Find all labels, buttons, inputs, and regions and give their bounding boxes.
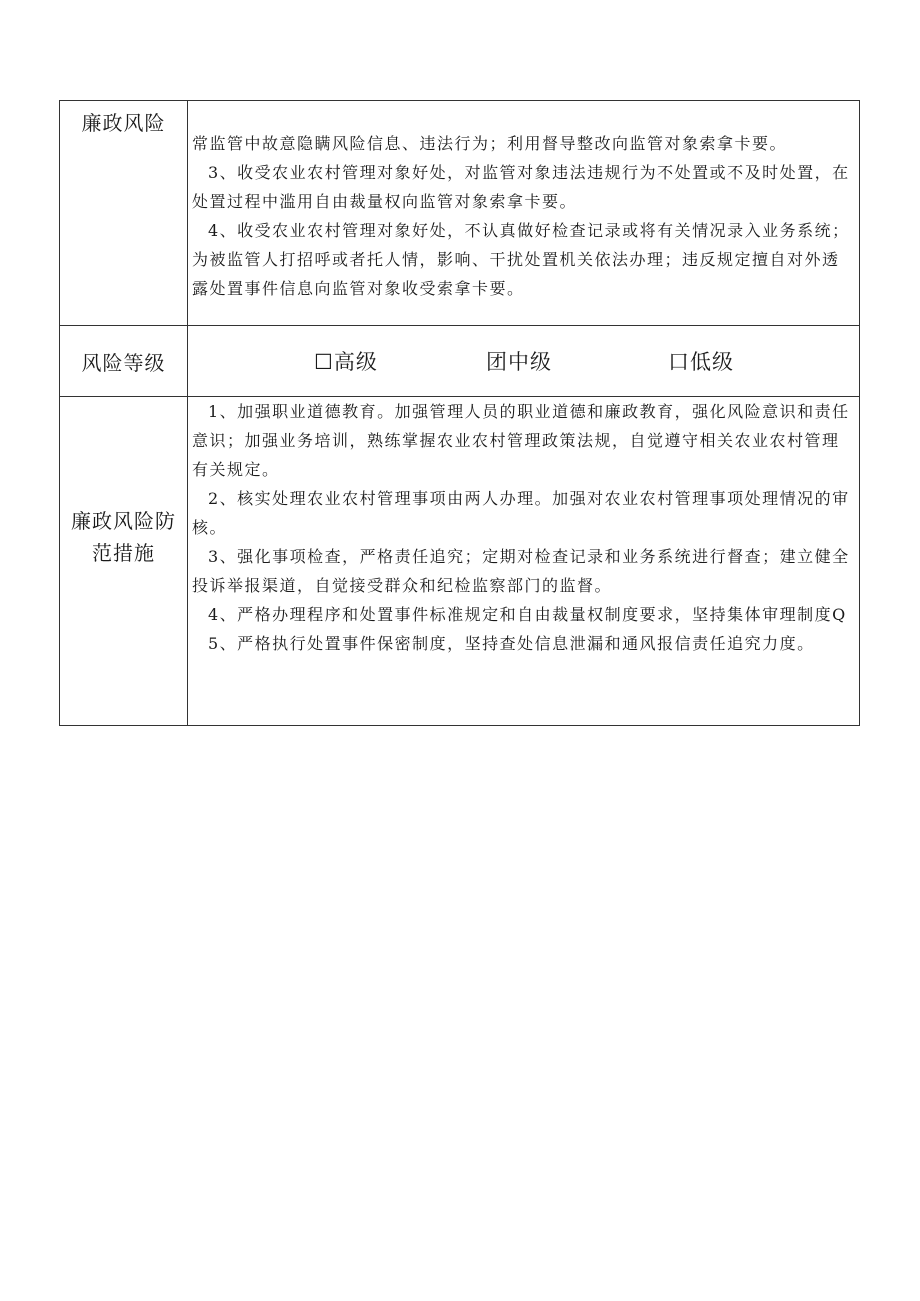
measures-label bbox=[60, 505, 187, 569]
measures-row bbox=[60, 397, 860, 726]
level-option-high bbox=[314, 348, 378, 377]
level-option-mid bbox=[486, 348, 552, 377]
measure-paragraph-4: 4、严格办理程序和处置事件标准规定和自由裁量权制度要求，坚持集体审理制度Q bbox=[208, 605, 847, 624]
level-mid-checkbox: 团 bbox=[486, 350, 508, 374]
level-low-checkbox: 口 bbox=[668, 350, 690, 374]
measure-paragraph-2: 2、核实处理农业农村管理事项由两人办理。加强对农业农村管理事项处理情况的审核。 bbox=[192, 489, 850, 537]
risk-paragraph-4: 4、收受农业农村管理对象好处，不认真做好检查记录或将有关情况录入业务系统；为被监管人打招呼或者托人情，影响、干扰处置机关依法办理；违反规定擅自对外透露处置事件信息向监管对象收受索拿卡要。 bbox=[192, 221, 850, 298]
level-low-text: 低级 bbox=[690, 350, 734, 374]
risk-table bbox=[59, 100, 860, 726]
measure-paragraph-5: 5、严格执行处置事件保密制度，坚持查处信息泄漏和通风报信责任追究力度。 bbox=[208, 634, 815, 653]
level-content-cell bbox=[188, 326, 860, 397]
level-option-low bbox=[668, 348, 734, 377]
level-high-text: 高级 bbox=[333, 350, 378, 374]
measures-content-cell bbox=[188, 397, 860, 726]
level-options bbox=[188, 326, 859, 396]
risk-row bbox=[60, 101, 860, 326]
risk-label-cell bbox=[60, 101, 188, 326]
measures-label-cell bbox=[60, 397, 188, 726]
level-row bbox=[60, 326, 860, 397]
level-mid-text: 中级 bbox=[508, 350, 552, 374]
risk-paragraph-continued: 常监管中故意隐瞒风险信息、违法行为；利用督导整改向监管对象索拿卡要。 bbox=[192, 134, 788, 153]
level-label: 风险等级 bbox=[81, 350, 166, 375]
measure-paragraph-3: 3、强化事项检查，严格责任追究；定期对检查记录和业务系统进行督查；建立健全投诉举报渠道，自觉接受群众和纪检监察部门的监督。 bbox=[192, 547, 850, 595]
measures-label-line1: 廉政风险防 bbox=[71, 509, 176, 533]
level-high-checkbox: ☐ bbox=[314, 350, 334, 374]
risk-paragraph-3: 3、收受农业农村管理对象好处，对监管对象违法违规行为不处置或不及时处置，在处置过程中滥用自由裁量权向监管对象索拿卡要。 bbox=[192, 163, 850, 211]
measures-label-line2: 范措施 bbox=[92, 541, 155, 565]
level-label-cell bbox=[60, 326, 188, 397]
measure-paragraph-1: 1、加强职业道德教育。加强管理人员的职业道德和廉政教育，强化风险意识和责任意识；加强业务培训，熟练掌握农业农村管理政策法规，自觉遵守相关农业农村管理有关规定。 bbox=[192, 402, 850, 479]
risk-content-cell bbox=[188, 101, 860, 326]
risk-label: 廉政风险 bbox=[81, 111, 166, 135]
